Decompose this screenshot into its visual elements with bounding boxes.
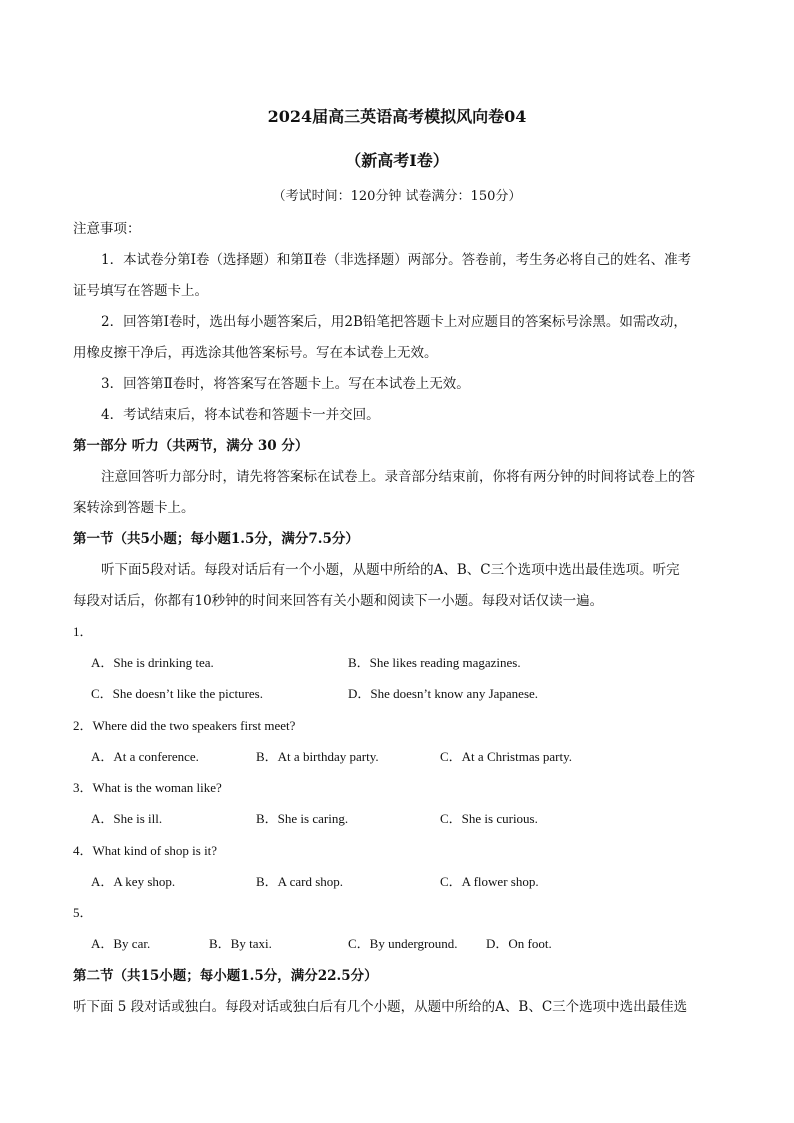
note-3: 3．回答第Ⅱ卷时，将答案写在答题卡上。写在本试卷上无效。: [101, 376, 470, 392]
question-1-option-c: C．She doesn’t like the pictures.: [91, 686, 263, 701]
question-5-option-c: C．By underground.: [348, 936, 458, 951]
question-1-option-a: A．She is drinking tea.: [91, 655, 214, 670]
question-1-stem: 1．: [73, 624, 93, 639]
question-4-option-a: A．A key shop.: [91, 874, 176, 889]
question-4-stem: 4．What kind of shop is it?: [73, 843, 218, 858]
question-3-stem: 3．What is the woman like?: [73, 780, 222, 795]
question-5-option-b: B．By taxi.: [209, 936, 272, 951]
note-2-line-2: 用橡皮擦干净后，再选涂其他答案标号。写在本试卷上无效。: [73, 345, 438, 361]
note-4: 4．考试结束后，将本试卷和答题卡一并交回。: [101, 407, 380, 423]
note-1-line-1: 1．本试卷分第Ⅰ卷（选择题）和第Ⅱ卷（非选择题）两部分。答卷前，考生务必将自己的姓名、准考: [101, 252, 692, 268]
part1-heading: 第一部分 听力（共两节，满分 30 分）: [73, 438, 309, 454]
question-3-option-b: B．She is caring.: [256, 811, 349, 826]
exam-title: 2024届高三英语高考模拟风向卷04: [267, 107, 527, 126]
question-2-option-a: A．At a conference.: [91, 749, 199, 764]
question-1-option-b: B．She likes reading magazines.: [348, 655, 521, 670]
part1-intro-line-1: 注意回答听力部分时，请先将答案标在试卷上。录音部分结束前，你将有两分钟的时间将试卷上的答: [101, 469, 695, 485]
section2-intro-line-1: 听下面 5 段对话或独白。每段对话或独白后有几个小题，从题中所给的A、B、C三个选项中选出最佳选: [73, 999, 688, 1015]
question-4-option-b: B．A card shop.: [256, 874, 344, 889]
question-5-option-d: D．On foot.: [486, 936, 552, 951]
section1-intro-line-1: 听下面5段对话。每段对话后有一个小题，从题中所给的A、B、C三个选项中选出最佳选项。听完: [101, 562, 680, 578]
section1-intro-line-2: 每段对话后，你都有10秒钟的时间来回答有关小题和阅读下一小题。每段对话仅读一遍。: [73, 593, 604, 609]
question-3-option-c: C．She is curious.: [440, 811, 538, 826]
question-3-option-a: A．She is ill.: [91, 811, 163, 826]
section2-heading: 第二节（共15小题；每小题1.5分，满分22.5分）: [73, 968, 378, 984]
question-2-option-b: B．At a birthday party.: [256, 749, 379, 764]
question-5-option-a: A．By car.: [91, 936, 151, 951]
part1-intro-line-2: 案转涂到答题卡上。: [73, 500, 195, 516]
notes-heading: 注意事项：: [73, 221, 141, 237]
question-5-stem: 5．: [73, 905, 93, 920]
exam-info: （考试时间：120分钟 试卷满分：150分）: [272, 189, 522, 204]
question-1-option-d: D．She doesn’t know any Japanese.: [348, 686, 539, 701]
note-2-line-1: 2．回答第Ⅰ卷时，选出每小题答案后，用2B铅笔把答题卡上对应题目的答案标号涂黑。如需改动，: [101, 314, 687, 330]
question-4-option-c: C．A flower shop.: [440, 874, 539, 889]
question-2-option-c: C．At a Christmas party.: [440, 749, 573, 764]
section1-heading: 第一节（共5小题；每小题1.5分，满分7.5分）: [73, 531, 359, 547]
exam-subtitle: （新高考I卷）: [345, 151, 449, 170]
question-2-stem: 2．Where did the two speakers first meet?: [73, 718, 296, 733]
note-1-line-2: 证号填写在答题卡上。: [73, 283, 208, 299]
